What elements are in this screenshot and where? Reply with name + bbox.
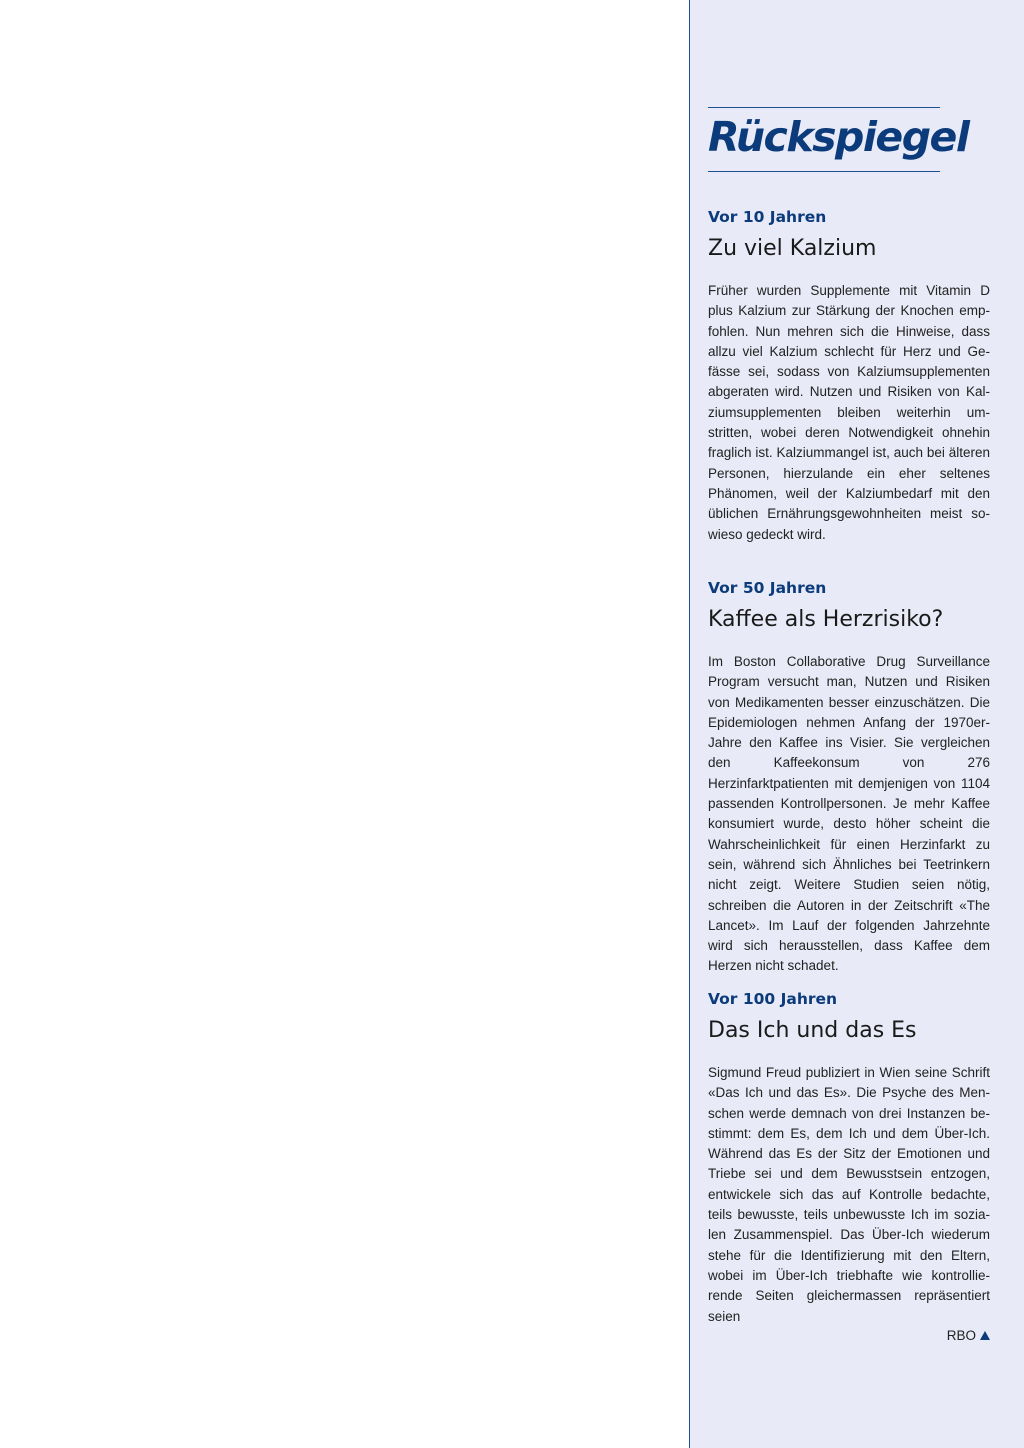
section-headline: Kaffee als Herzrisiko? [708, 607, 944, 632]
section-body: Sigmund Freud publiziert in Wien seine Schrift «Das Ich und das Es». Die Psyche des Menschen werde demnach von drei Instanzen bestimmt: dem Es, dem Ich und dem Über-Ich. Während das Es der Sitz der Emotionen und Triebe sei und dem Bewusstsein entzogen, entwickele sich das auf Kontrolle bedachte, teils bewusste, teils unbewusste Ich im sozialen Zusammenspiel. Das Über-Ich wiederum stehe für die Identifizierung mit den Eltern, wobei im Über-Ich triebhafte wie kontrollierende Seiten gleichermassen repräsentiert seien [708, 1065, 990, 1324]
section-headline: Das Ich und das Es [708, 1018, 917, 1043]
sidebar-title: Rückspiegel [708, 113, 969, 161]
section-vor-50-jahren [708, 578, 990, 977]
title-top-rule [708, 107, 940, 108]
section-kicker: Vor 50 Jahren [708, 579, 827, 597]
section-headline: Zu viel Kalzium [708, 236, 877, 261]
section-kicker: Vor 100 Jahren [708, 990, 838, 1008]
section-body: Früher wurden Supplemente mit Vitamin D plus Kalzium zur Stärkung der Knochen empfohlen. Nun mehren sich die Hinweise, dass allzu viel Kalzium schlecht für Herz und Gefässe sei, sodass von Kalziumsupplementen abgeraten wird. Nutzen und Risiken von Kalziumsupplementen bleiben weiterhin umstritten, wobei deren Notwendigkeit ohnehin fraglich ist. Kalziummangel ist, auch bei älteren Personen, hierzulande ein eher seltenes Phänomen, weil der Kalziumbedarf mit den üblichen Ernährungsgewohnheiten meist sowieso gedeckt wird. [708, 283, 990, 542]
section-vor-10-jahren [708, 207, 990, 545]
end-triangle-icon [980, 1331, 990, 1340]
title-bottom-rule [708, 171, 940, 172]
section-vor-100-jahren [708, 989, 990, 1327]
signature-text: RBO [946, 1328, 976, 1343]
rueckspiegel-sidebar [689, 0, 1024, 1448]
author-signature [708, 1326, 990, 1346]
section-kicker: Vor 10 Jahren [708, 208, 827, 226]
section-body: Im Boston Collaborative Drug Surveillance Program versucht man, Nutzen und Risiken von Medikamenten besser einzuschätzen. Die Epidemiologen nehmen Anfang der 1970er-Jahre den Kaffee ins Visier. Sie vergleichen den Kaffeekonsum von 276 Herzinfarktpatienten mit demjenigen von 1104 passenden Kontrollpersonen. Je mehr Kaffee konsumiert wurde, desto höher scheint die Wahrscheinlichkeit für einen Herzinfarkt zu sein, während sich Ähnliches bei Teetrinkern nicht zeigt. Weitere Studien seien nötig, schreiben die Autoren in der Zeitschrift «The Lancet». Im Lauf der folgenden Jahrzehnte wird sich herausstellen, dass Kaffee dem Herzen nicht schadet. [708, 654, 990, 974]
